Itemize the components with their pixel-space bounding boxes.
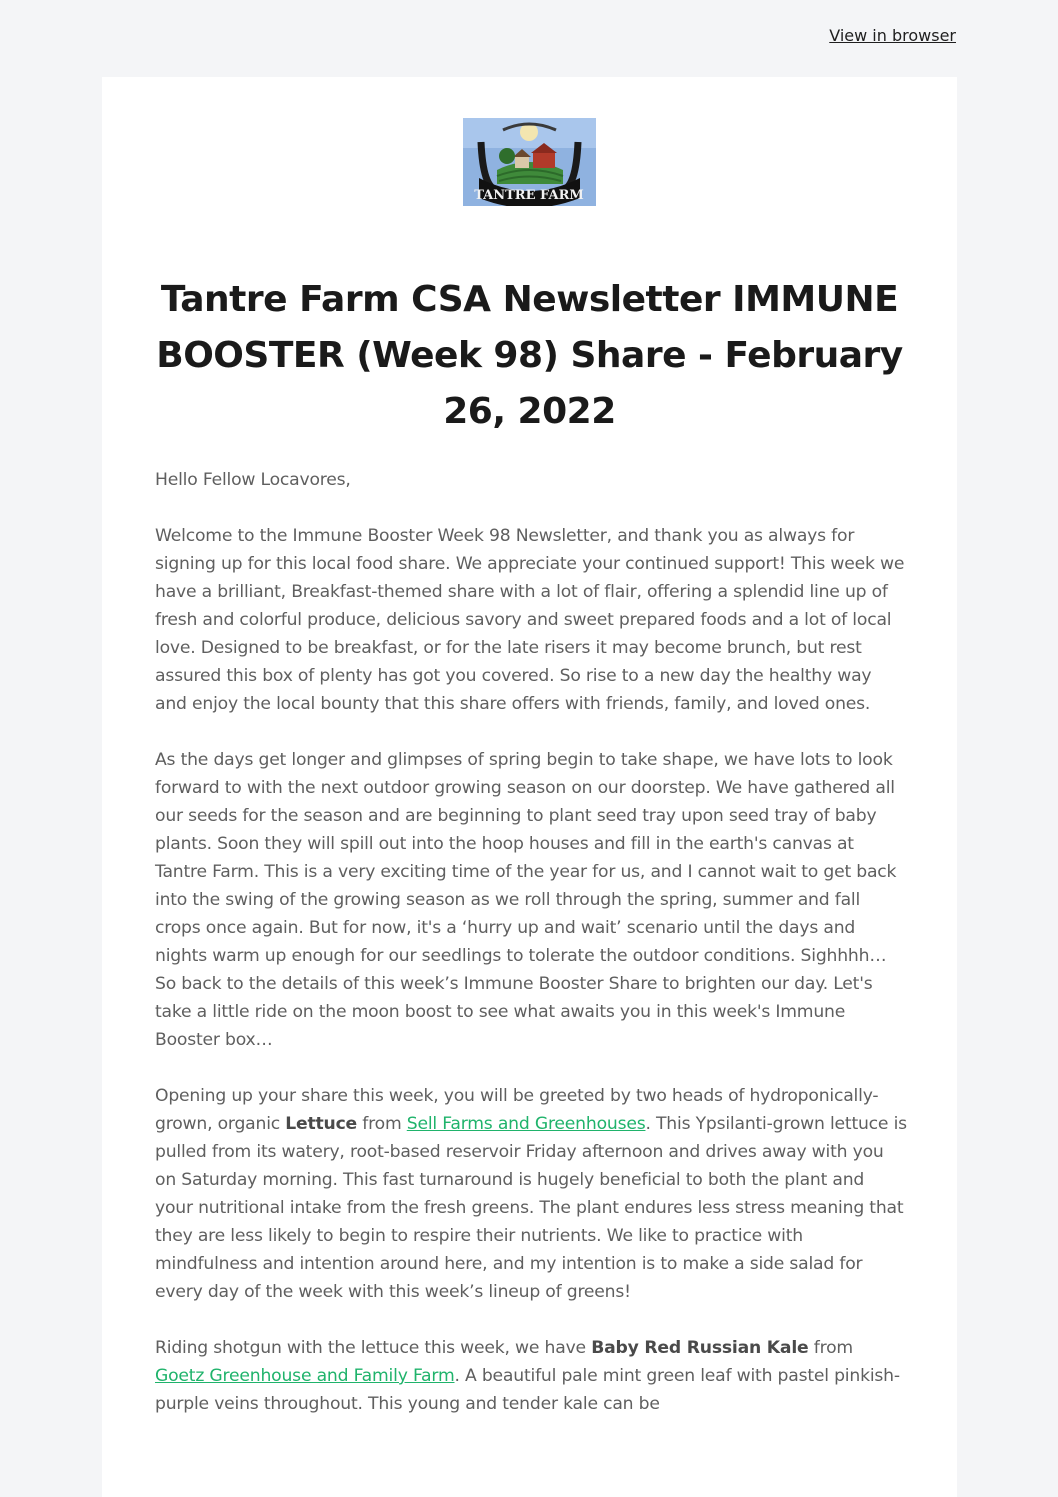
paragraph-lettuce bbox=[155, 1082, 907, 1306]
paragraph-kale bbox=[155, 1334, 907, 1418]
farm-logo-icon bbox=[463, 118, 596, 206]
lettuce-highlight: Lettuce bbox=[285, 1114, 358, 1134]
p4-text-after: . A beautiful pale mint green leaf with pastel pinkish-purple veins throughout. This young and tender kale can be bbox=[155, 1366, 900, 1414]
p3-text-before: Opening up your share this week, you will be greeted by two heads of hydroponically-grown, organic bbox=[155, 1086, 879, 1134]
greeting: Hello Fellow Locavores, bbox=[155, 470, 351, 490]
view-in-browser-link[interactable]: View in browser bbox=[829, 26, 956, 45]
paragraph-intro: Welcome to the Immune Booster Week 98 Newsletter, and thank you as always for signing up for this local food share. We appreciate your continued support! This week we have a brilliant, Breakfast-themed share with a lot of flair, offering a splendid line up of fresh and colorful produce, delicious savory and sweet prepared foods and a lot of local love. Designed to be breakfast, or for the late risers it may become brunch, but rest assured this box of plenty has got you covered. So rise to a new day the healthy way and enjoy the local bounty that this share offers with friends, family, and loved ones. bbox=[155, 526, 905, 714]
page-title: Tantre Farm CSA Newsletter IMMUNE BOOSTER (Week 98) Share - February 26, 2022 bbox=[156, 279, 903, 432]
newsletter-card bbox=[102, 77, 957, 1497]
kale-highlight: Baby Red Russian Kale bbox=[591, 1338, 809, 1358]
p4-text-before: Riding shotgun with the lettuce this week, we have bbox=[155, 1338, 592, 1358]
newsletter-body bbox=[155, 466, 907, 1446]
logo-text: TANTRE FARM bbox=[474, 188, 584, 203]
top-bar bbox=[829, 26, 956, 50]
p3-text-mid: from bbox=[357, 1114, 407, 1134]
p4-text-mid: from bbox=[808, 1338, 853, 1358]
sell-farms-link[interactable]: Sell Farms and Greenhouses bbox=[406, 1114, 646, 1134]
p3-text-after: . This Ypsilanti-grown lettuce is pulled from its watery, root-based reservoir Friday afternoon and drives away with you on Saturday morning. This fast turnaround is hugely beneficial to both the plant and your nutritional intake from the fresh greens. The plant endures less stress meaning that they are less likely to begin to respire their nutrients. We like to practice with mindfulness and intention around here, and my intention is to make a side salad for every day of the week with this week’s lineup of greens! bbox=[155, 1114, 907, 1302]
farm-logo bbox=[463, 118, 596, 206]
goetz-greenhouse-link[interactable]: Goetz Greenhouse and Family Farm bbox=[155, 1366, 455, 1386]
paragraph-spring: As the days get longer and glimpses of spring begin to take shape, we have lots to look forward to with the next outdoor growing season on our doorstep. We have gathered all our seeds for the season and are beginning to plant seed tray upon seed tray of baby plants. Soon they will spill out into the hoop houses and fill in the earth's canvas at Tantre Farm. This is a very exciting time of the year for us, and I cannot wait to get back into the swing of the growing season as we roll through the spring, summer and fall crops once again. But for now, it's a ‘hurry up and wait’ scenario until the days and nights warm up enough for our seedlings to tolerate the outdoor conditions. Sighhhh… So back to the details of this week’s Immune Booster Share to brighten our day. Let's take a little ride on the moon boost to see what awaits you in this week's Immune Booster box… bbox=[155, 750, 897, 1050]
